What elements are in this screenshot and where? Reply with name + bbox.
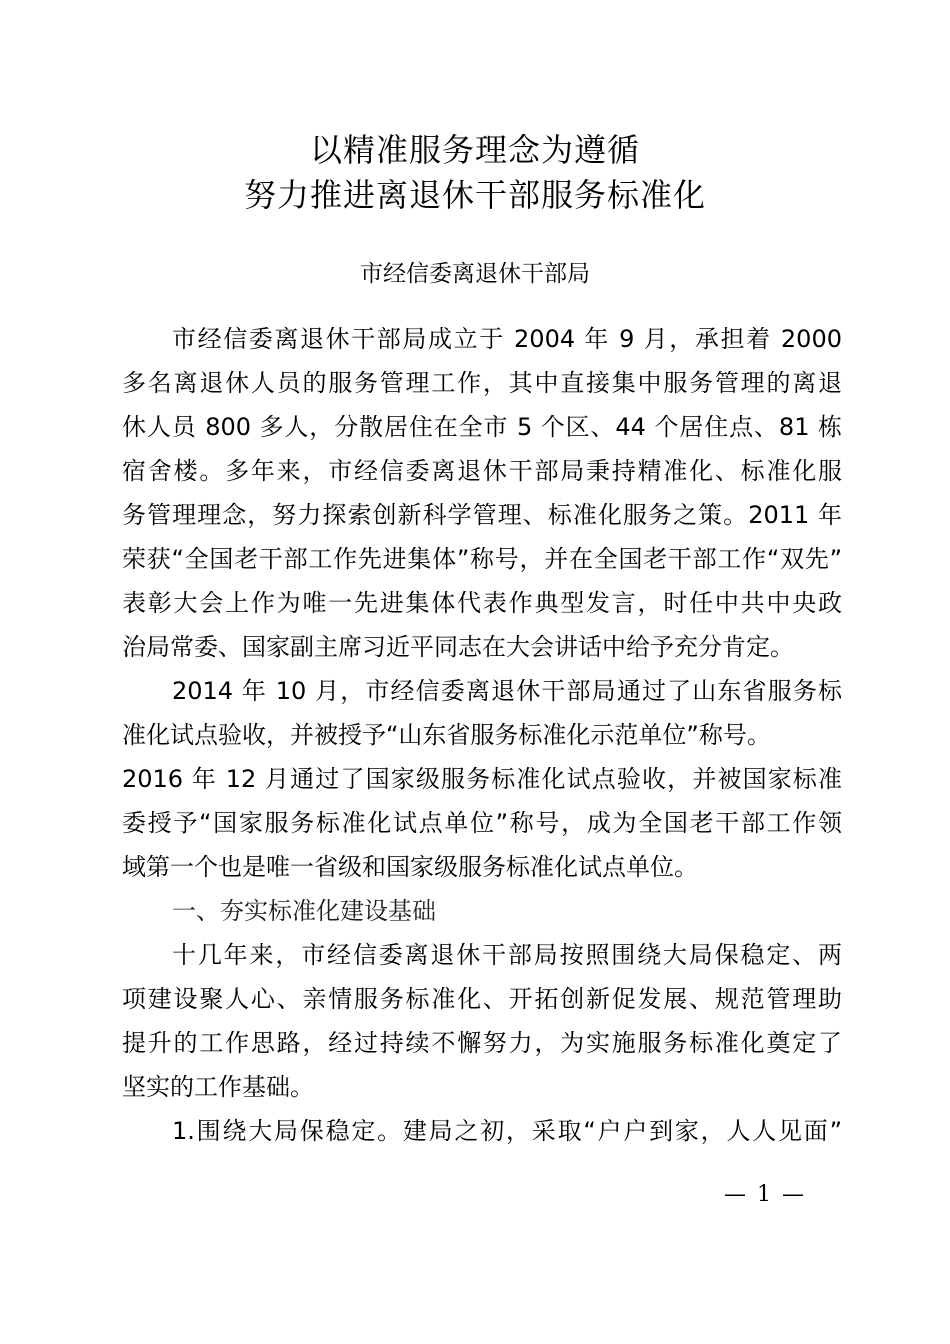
body-line-1: 市经信委离退休干部局成立于 2004 年 9 月，承担着 2000	[172, 325, 842, 353]
body-line-6: 荣获“全国老干部工作先进集体”称号，并在全国老干部工作“双先”	[122, 545, 842, 573]
title-line-1: 以精准服务理念为遵循	[309, 131, 640, 169]
author-line: 市经信委离退休干部局	[360, 261, 590, 287]
document-title	[0, 128, 950, 218]
title-line-2: 努力推进离退休干部服务标准化	[243, 176, 706, 214]
body-line-11: 2016 年 12 月通过了国家级服务标准化试点验收，并被国家标准	[122, 765, 842, 793]
body-line-2: 多名离退休人员的服务管理工作，其中直接集中服务管理的离退	[122, 369, 842, 397]
body-line-13: 域第一个也是唯一省级和国家级服务标准化试点单位。	[122, 853, 698, 881]
body-line-16: 提升的工作思路，经过持续不懈努力，为实施服务标准化奠定了	[122, 1029, 842, 1057]
body-line-12: 委授予“国家服务标准化试点单位”称号，成为全国老干部工作领	[122, 809, 842, 837]
section-heading-1: 一、夯实标准化建设基础	[172, 897, 436, 925]
body-line-18: 1.围绕大局保稳定。建局之初，采取“户户到家，人人见面”	[172, 1117, 842, 1145]
body-line-4: 宿舍楼。多年来，市经信委离退休干部局秉持精准化、标准化服	[122, 457, 842, 485]
body-line-9: 2014 年 10 月，市经信委离退休干部局通过了山东省服务标	[172, 677, 842, 705]
body-line-14: 十几年来，市经信委离退休干部局按照围绕大局保稳定、两	[172, 941, 842, 969]
body-line-15: 项建设聚人心、亲情服务标准化、开拓创新促发展、规范管理助	[122, 985, 842, 1013]
body-line-10: 准化试点验收，并被授予“山东省服务标准化示范单位”称号。	[122, 721, 771, 749]
body-line-17: 坚实的工作基础。	[122, 1073, 314, 1101]
page-number: — 1 —	[724, 1182, 806, 1207]
body-line-7: 表彰大会上作为唯一先进集体代表作典型发言，时任中共中央政	[122, 589, 842, 617]
body-line-8: 治局常委、国家副主席习近平同志在大会讲话中给予充分肯定。	[122, 633, 794, 661]
body-line-3: 休人员 800 多人，分散居住在全市 5 个区、44 个居住点、81 栋	[122, 413, 842, 441]
body-line-5: 务管理理念，努力探索创新科学管理、标准化服务之策。2011 年	[122, 501, 842, 529]
